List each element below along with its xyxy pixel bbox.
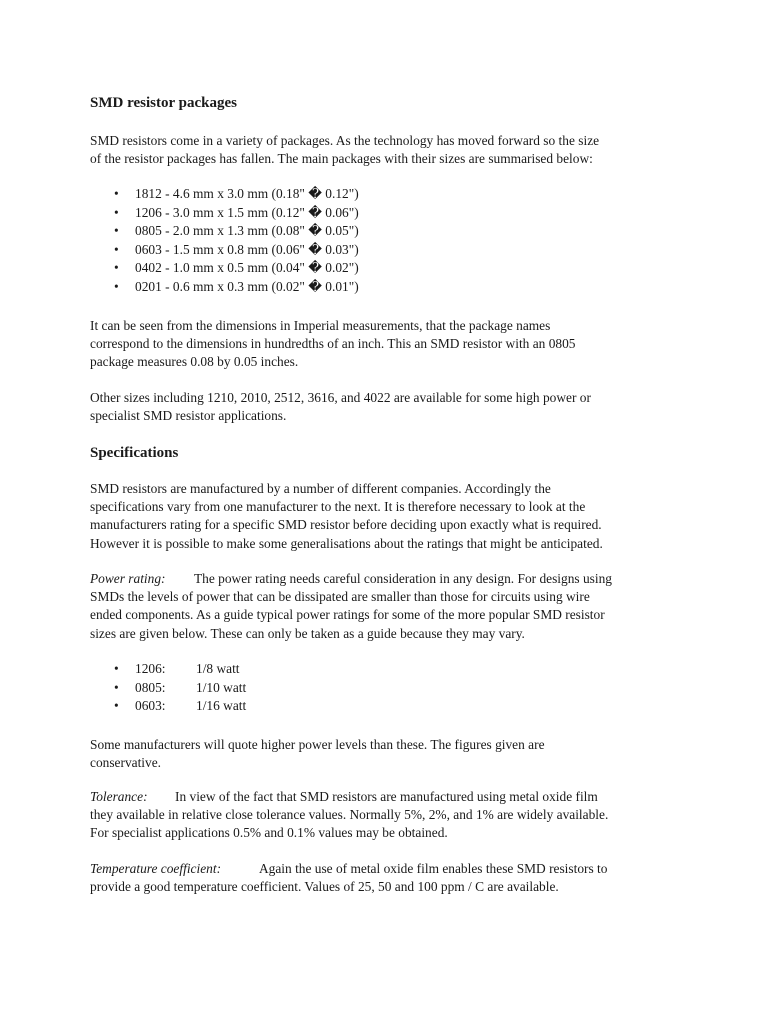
power-rating-label: Power rating: (90, 571, 166, 586)
tolerance-paragraph (90, 788, 690, 843)
text-line: In view of the fact that SMD resistors are manufactured using metal oxide film (175, 789, 598, 804)
package-size: 0603: (135, 698, 166, 714)
conservative-paragraph (90, 736, 690, 772)
list-item (90, 679, 246, 698)
list-item: • 0805 - 2.0 mm x 1.3 mm (0.08" � 0.05") (90, 222, 359, 241)
text-line: It can be seen from the dimensions in Imperial measurements, that the package names (90, 318, 551, 333)
bullet-icon: • (114, 186, 119, 201)
text-line: SMD resistors are manufactured by a number of different companies. Accordingly the (90, 481, 551, 496)
list-item: • 1206 - 3.0 mm x 1.5 mm (0.12" � 0.06") (90, 204, 359, 223)
power-value: 1/10 watt (196, 679, 247, 695)
power-value: 1/8 watt (196, 661, 240, 676)
list-item: • 0201 - 0.6 mm x 0.3 mm (0.02" � 0.01") (90, 278, 359, 297)
temperature-coefficient-label: Temperature coefficient: (90, 861, 222, 876)
bullet-icon: • (114, 260, 119, 276)
text-line: sizes are given below. These can only be taken as a guide because they may vary. (90, 625, 525, 641)
text-line: specialist SMD resistor applications. (90, 408, 287, 424)
list-item: • 0603 - 1.5 mm x 0.8 mm (0.06" � 0.03") (90, 241, 359, 260)
bullet-icon: • (114, 241, 119, 257)
text-line: For specialist applications 0.5% and 0.1% values may be obtained. (90, 825, 448, 841)
text-line: Other sizes including 1210, 2010, 2512, 3616, and 4022 are available for some high power or (90, 390, 591, 405)
temperature-coefficient-paragraph (90, 860, 690, 896)
text-line: ended components. As a guide typical power ratings for some of the more popular SMD resistor (90, 607, 605, 623)
bullet-icon: • (114, 679, 119, 695)
text-line: conservative. (90, 755, 162, 771)
specifications-intro-paragraph (90, 480, 690, 553)
package-size: 1206: (135, 661, 166, 676)
text-line: manufacturers rating for a specific SMD resistor before deciding upon exactly what is required. (90, 517, 602, 533)
text-line: specifications vary from one manufacturer to the next. It is therefore necessary to look at the (90, 499, 586, 515)
imperial-paragraph (90, 317, 690, 372)
power-rating-paragraph (90, 570, 690, 643)
section-heading-packages: SMD resistor packages (90, 95, 237, 111)
section-heading-specifications: Specifications (90, 445, 179, 461)
list-item: • 0402 - 1.0 mm x 0.5 mm (0.04" � 0.02") (90, 259, 359, 278)
bullet-icon: • (114, 204, 119, 220)
text-line: SMDs the levels of power that can be dissipated are smaller than those for circuits using wire (90, 589, 590, 605)
list-item: • 1812 - 4.6 mm x 3.0 mm (0.18" � 0.12") (90, 185, 359, 204)
other-sizes-paragraph (90, 389, 690, 425)
text-line: SMD resistors come in a variety of packages. As the technology has moved forward so the size (90, 133, 600, 148)
text-line: Some manufacturers will quote higher power levels than these. The figures given are (90, 737, 545, 752)
text-line: correspond to the dimensions in hundredths of an inch. This an SMD resistor with an 0805 (90, 336, 576, 352)
bullet-icon: • (114, 661, 119, 676)
text-line: package measures 0.08 by 0.05 inches. (90, 354, 299, 370)
text-line: Again the use of metal oxide film enables these SMD resistors to (259, 861, 608, 876)
text-line: However it is possible to make some generalisations about the ratings that might be anticipated. (90, 535, 603, 551)
text-line: they available in relative close tolerance values. Normally 5%, 2%, and 1% are widely available. (90, 807, 609, 823)
bullet-icon: • (114, 278, 119, 294)
bullet-icon: • (114, 223, 119, 239)
list-item (90, 660, 246, 679)
power-rating-list (90, 660, 246, 716)
power-value: 1/16 watt (196, 698, 247, 714)
list-item (90, 697, 246, 716)
packages-intro-paragraph (90, 132, 690, 168)
text-line: of the resistor packages has fallen. The main packages with their sizes are summarised below: (90, 151, 593, 167)
bullet-icon: • (114, 698, 119, 714)
text-line: provide a good temperature coefficient. Values of 25, 50 and 100 ppm / C are available. (90, 879, 559, 895)
package-size: 0805: (135, 679, 166, 695)
text-line: The power rating needs careful consideration in any design. For designs using (194, 571, 612, 586)
package-size-list (90, 185, 359, 297)
tolerance-label: Tolerance: (90, 789, 148, 804)
